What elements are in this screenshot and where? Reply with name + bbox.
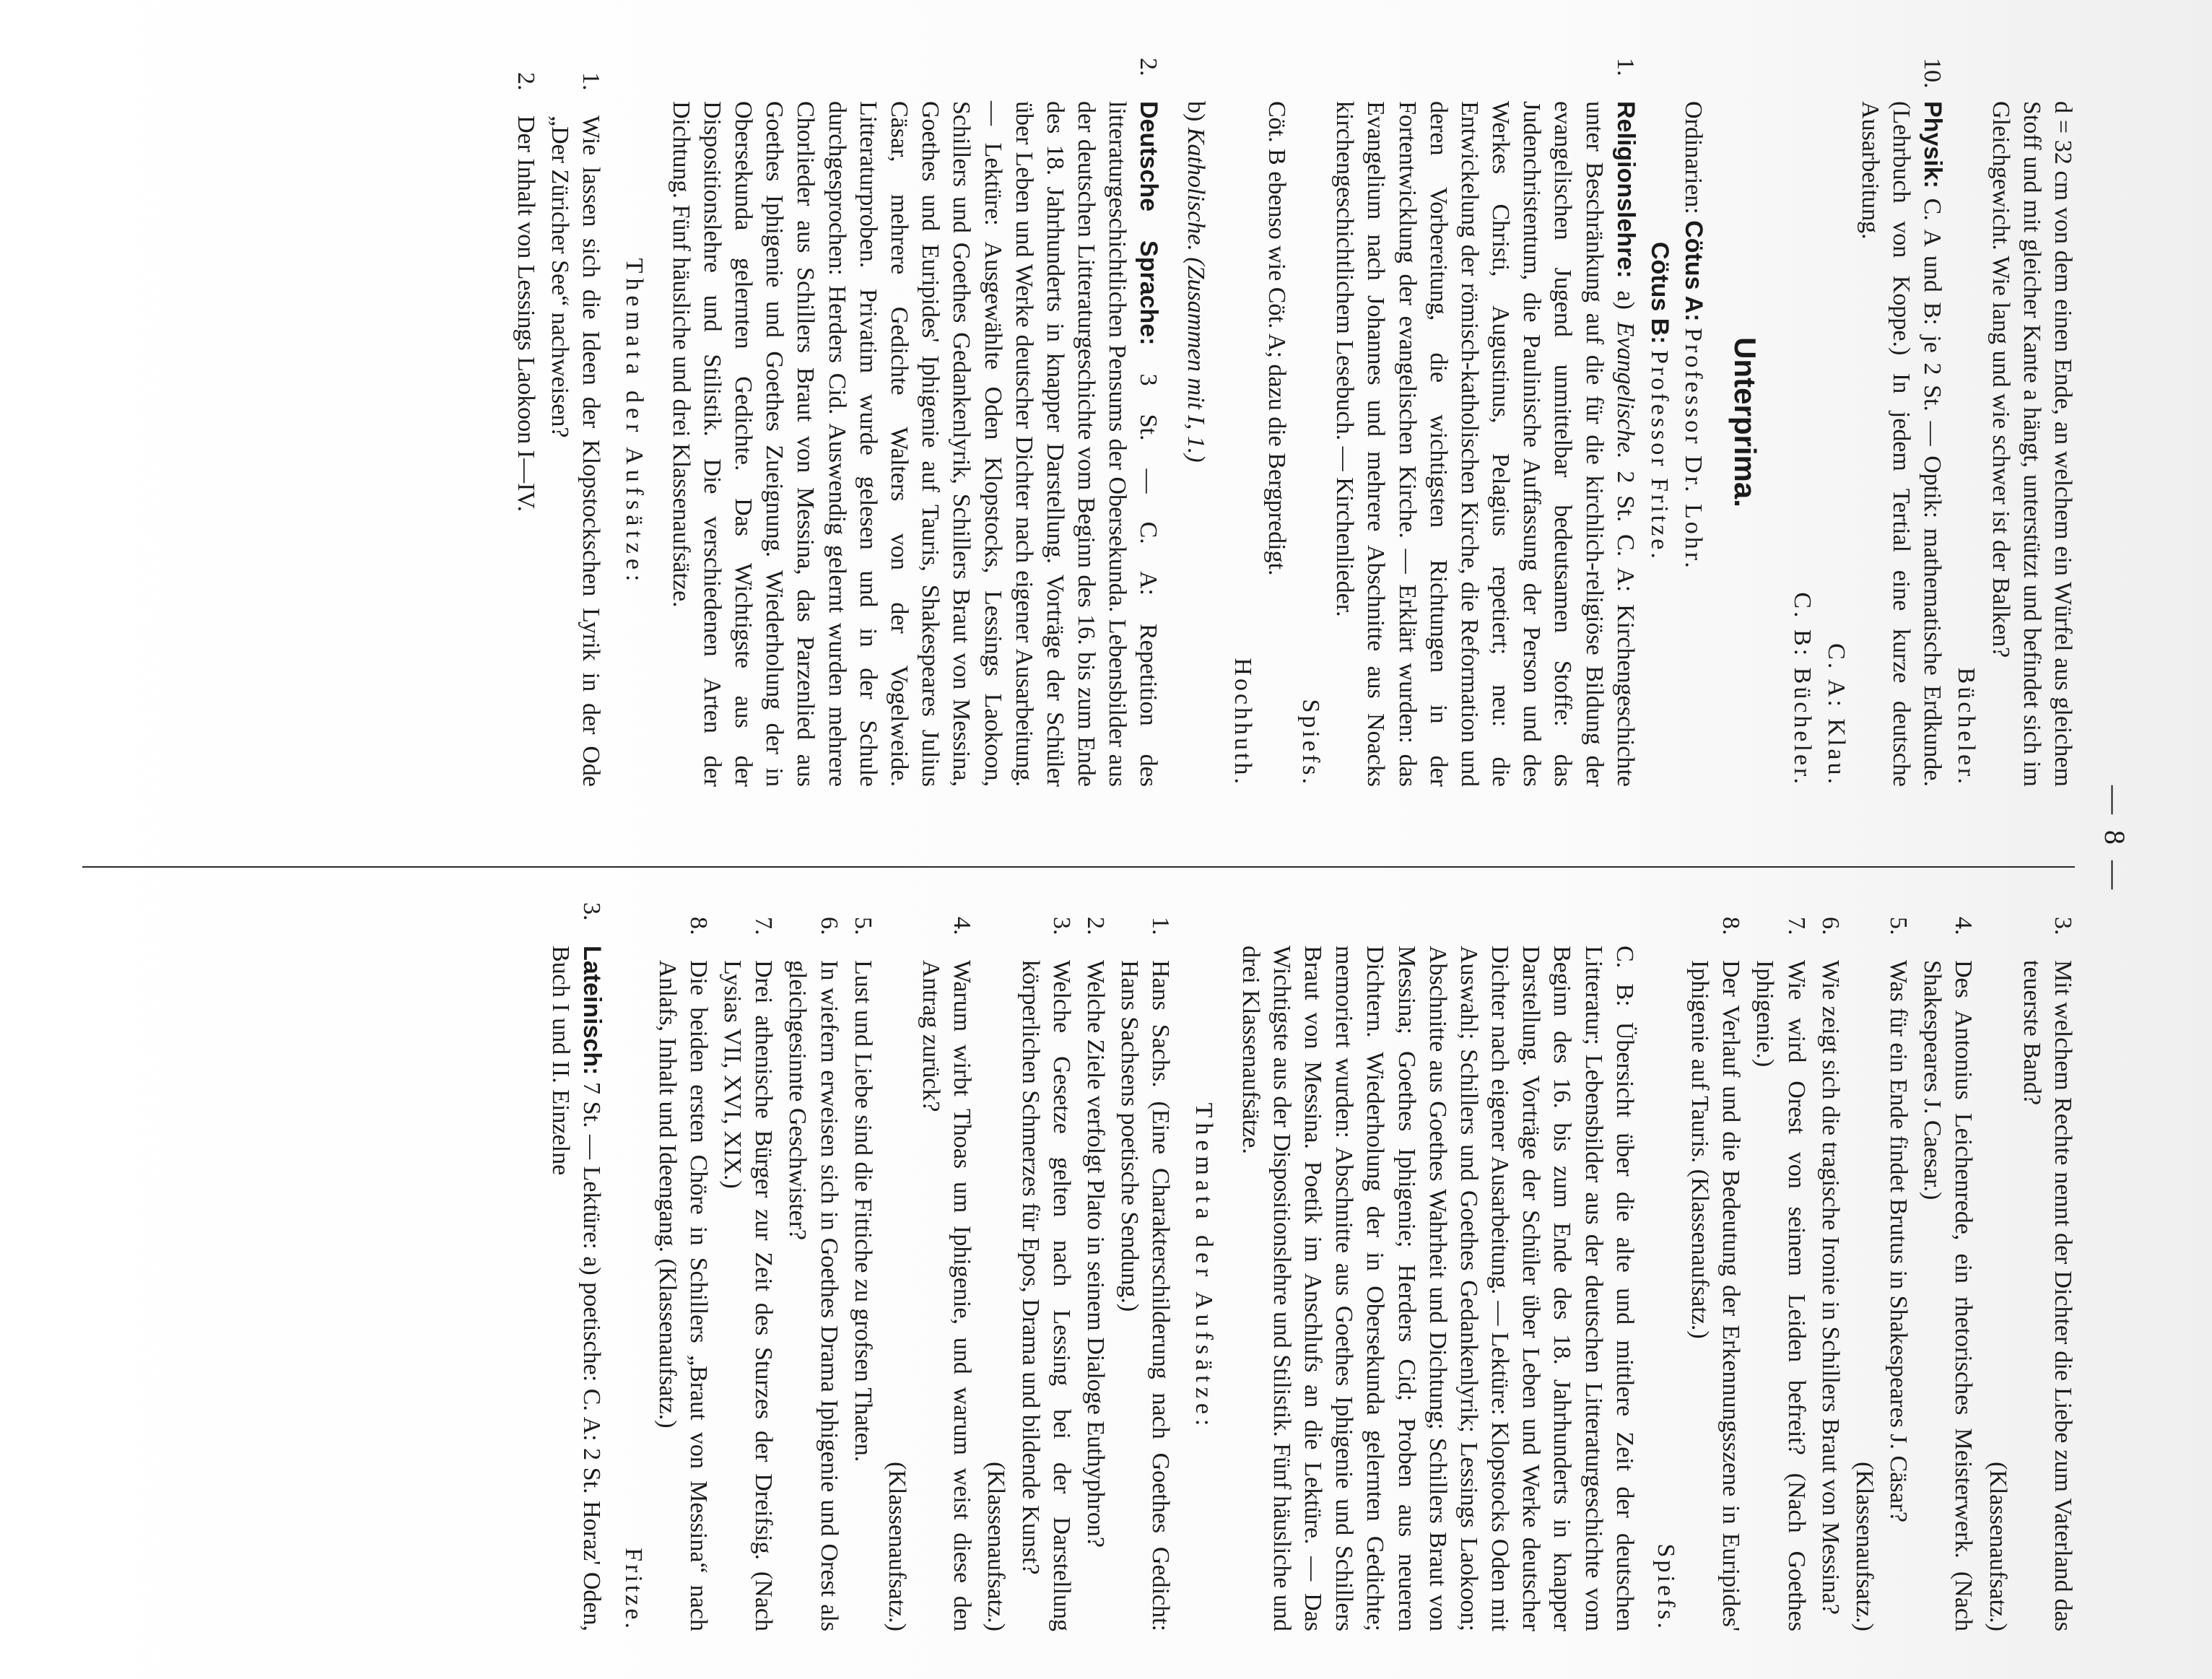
item-text: C. A und B: je 2 St. — Optik: mathematische Erdkunde. (Lehrbuch von Koppe.) In jedem Tertial eine kurze deutsche Ausarbeitung. bbox=[1856, 101, 1946, 787]
theme-item bbox=[1080, 910, 1111, 1631]
item-text: 2 St. C. A: Kirchengeschichte unter Beschränkung auf die für die kirchlich-religiöse Bildung der evangelischen Jugend unmittelbar bedeutsamen Stoffe: das Judenchristentum, die Paulinische Auffassung der Person und des Werkes Christi, Augustinus, Pelagius repetiert; neu: die Entwickelung der römisch-katholischen Kirche, die Reformation und deren Vorbereitung, die wichtigsten Richtungen in der Fortentwicklung der evangelischen Kirche. — Erklärt wurden: das Evangelium nach Johannes und mehrere Abschnitte aus Noacks kirchengeschichtlichem Lesebuch. — Kirchenlieder. bbox=[1331, 101, 1639, 788]
item-number: 10. bbox=[1919, 58, 1946, 89]
item-text: (Zusammen mit I, 1.) bbox=[1182, 257, 1209, 463]
item-text: 3 St. — C. A: Repetition des litteraturgeschichtlichen Pensums der Obersekunda. Lebensbilder aus der deutschen Litteraturgeschichte vom Beginn des 16. bis zum Ende des 18. Jahrhunderts in knapper Darstellung. Vorträge der Schüler über Leben und Werke deutscher Dichter nach eigener Ausarbeitung. — Lektüre: Ausgewählte Oden Klopstocks, Lessings Laokoon, Schillers und Goethes Gedankenlyrik, Schillers Braut von Messina, Goethes und Euripides' Iphigenie auf Tauris, Shakespeares Julius Cäsar, mehrere Gedichte Walters von der Vogelweide. Litteraturproben. Privatim wurde gelesen und in der Schule durchgesprochen: Herders Cid. Auswendig gelernt wurden mehrere Chorlieder aus Schillers Braut von Messina, das Parzenlied aus Goethes Iphigenie und Goethes Zueignung. Wiederholung der in Obersekunda gelernten Gedichte. Das Wichtigste aus der Dispositionslehre und Stilistik. Die verschiedenen Arten der Dichtung. Fünf häusliche und drei Klassenaufsätze. bbox=[667, 101, 1162, 787]
theme-number: 8. bbox=[684, 917, 712, 936]
item-deutsch bbox=[666, 58, 1164, 787]
item-number: 3. bbox=[578, 902, 606, 921]
theme-text: Was für ein Ende findet Brutus in Shakespeares J. Cäsar? bbox=[1885, 960, 1912, 1523]
theme-number: 1. bbox=[578, 72, 605, 91]
theme-text: Wie wird Orest von seinem Leiden befreit? (Nach Goethes Iphigenie.) bbox=[1751, 960, 1810, 1631]
page-number: — 8 — bbox=[2099, 785, 2131, 894]
theme-text: Der Inhalt von Lessings Laokoon I—IV. bbox=[513, 115, 540, 512]
subject-heading: Physik: bbox=[1919, 101, 1947, 188]
theme-number: 5. bbox=[1885, 917, 1912, 936]
themata-heading: Themata der Aufsätze: bbox=[1190, 1102, 1217, 1431]
theme-text: Wie lassen sich die Ideen der Klopstockschen Lyrik in der Ode „Der Züricher See“ nachweisen? bbox=[547, 115, 605, 787]
cotus-b-teacher: Professor Fritze. bbox=[1645, 350, 1673, 562]
theme-item bbox=[1114, 910, 1176, 1631]
signature: Spiefs. bbox=[1297, 699, 1325, 787]
theme-number: 4. bbox=[949, 917, 976, 936]
theme-item bbox=[1684, 910, 1746, 1631]
theme-number: 4. bbox=[1950, 917, 1977, 936]
subitem-label: Katholische. bbox=[1182, 127, 1209, 251]
theme-text: Lust und Liebe sind die Fittiche zu grofsen Thaten. bbox=[849, 960, 876, 1462]
theme-text: Des Antonius Leichenrede, ein rhetorisches Meisterwerk. (Nach Shakespeares J. Caesar.) bbox=[1919, 960, 1977, 1631]
cotus-b-label: Cötus B: bbox=[1645, 242, 1673, 344]
signature: C. A: Klau. bbox=[1822, 643, 1850, 787]
item-9-continuation: d = 32 cm von dem einen Ende, an welchem ein Würfel aus gleichem Stoff und mit gleicher Kante a hängt, unterstützt und befindet sich im Gleichgewicht. Wie lang und wie schwer ist der Balken? bbox=[1987, 101, 2076, 787]
theme-number: 6. bbox=[815, 917, 842, 936]
theme-item bbox=[652, 910, 714, 1631]
ordinarien-b bbox=[1644, 58, 1675, 787]
signature: Fritze. bbox=[619, 1548, 647, 1631]
item-religion bbox=[1329, 58, 1641, 787]
theme-item bbox=[1815, 910, 1846, 1631]
left-column bbox=[508, 58, 2078, 787]
theme-text: Welche Ziele verfolgt Plato in seinem Dialoge Euthyphron? bbox=[1082, 960, 1110, 1548]
item-latein bbox=[545, 902, 607, 1631]
theme-number: 2. bbox=[1082, 917, 1110, 936]
theme-text: In wiefern erweisen sich in Goethes Drama Iphigenie und Orest als gleichgesinnte Geschwister? bbox=[784, 960, 842, 1631]
theme-number: 8. bbox=[1717, 917, 1745, 936]
item-number: 1. bbox=[1611, 58, 1639, 77]
signature: Spiefs. bbox=[1652, 1543, 1679, 1631]
subject-heading: Lateinisch: bbox=[578, 946, 606, 1076]
theme-number: 2. bbox=[513, 72, 540, 91]
cotus-a-teacher: Professor Dr. Lohr. bbox=[1680, 328, 1707, 571]
item-text: 7 St. — Lektüre: a) poetische: C. A: 2 St. Horaz' Oden, Buch I und II. Einzelne bbox=[547, 946, 606, 1631]
subitem-marker: b) bbox=[1182, 101, 1209, 122]
theme-number: 5. bbox=[849, 917, 876, 936]
theme-item bbox=[1015, 910, 1077, 1631]
theme-item bbox=[915, 910, 977, 1631]
theme-number: 3. bbox=[2050, 917, 2076, 936]
theme-text: Warum wirbt Thoas um Iphigenie, und warum weist diese den Antrag zurück? bbox=[918, 960, 976, 1631]
item-physik bbox=[1855, 58, 1948, 787]
theme-note: (Klassenaufsatz.) bbox=[883, 1461, 910, 1631]
theme-text: Der Verlauf und die Bedeutung der Erkennungsszene in Euripides' Iphigenie auf Tauris. (Klassenaufsatz.) bbox=[1686, 960, 1745, 1631]
theme-item bbox=[544, 65, 606, 787]
theme-number: 6. bbox=[1816, 917, 1844, 936]
theme-number: 7. bbox=[1782, 917, 1810, 936]
theme-item bbox=[848, 910, 879, 1631]
cotus-b-curriculum: C. B: Übersicht über die alte und mittlere Zeit der deutschen Litteratur; Lebensbilder aus der deutschen Litteraturgeschichte vom Beginn des 16. bis zum Ende des 18. Jahrhunderts in knapper Darstellung. Vorträge der Schüler über Leben und Werke deutscher Dichter nach eigener Ausarbeitung. — Lektüre: Klopstocks Oden mit Auswahl; Schillers und Goethes Gedankenlyrik; Lessings Laokoon; Abschnitte aus Goethes Wahrheit und Dichtung; Schillers Braut von Messina; Goethes Iphigenie; Herders Cid; Proben aus neueren Dichtern. Wiederholung der in Obersekunda gelernten Gedichte; memoriert wurden: Abschnitte aus Goethes Iphigenie und Schillers Braut von Messina. Poetik im Anschlufs an die Lektüre. — Das Wichtigste aus der Dispositionslehre und Stilistik. Fünf häusliche und drei Klassenaufsätze. bbox=[1237, 946, 1638, 1631]
theme-item bbox=[510, 65, 541, 787]
theme-text: Drei athenische Bürger zur Zeit des Sturzes der Dreifsig. (Nach Lysias VII, XVI, XIX.) bbox=[719, 960, 778, 1631]
theme-item bbox=[1749, 910, 1811, 1631]
item-religion-katholisch bbox=[1180, 58, 1211, 787]
themata-heading: Themata der Aufsätze: bbox=[620, 258, 648, 587]
ordinarien-a bbox=[1678, 58, 1709, 787]
ordinarien-label: Ordinarien: bbox=[1680, 101, 1707, 214]
signature: Bücheler. bbox=[1953, 667, 1980, 787]
theme-number: 1. bbox=[1147, 917, 1175, 936]
theme-item bbox=[717, 910, 779, 1631]
right-column bbox=[542, 902, 2078, 1631]
theme-item bbox=[1917, 910, 1979, 1631]
theme-number: 3. bbox=[1048, 917, 1075, 936]
theme-item bbox=[1883, 910, 1914, 1631]
theme-text: Die beiden ersten Chöre in Schillers „Braut von Messina“ nach Anlafs, Inhalt und Ideengang. (Klassenaufsatz.) bbox=[653, 960, 712, 1631]
signature: Hochhuth. bbox=[1229, 658, 1256, 787]
theme-text: Welche Gesetze gelten nach Lessing bei der Darstellung körperlichen Schmerzes für Epos, Drama und bildende Kunst? bbox=[1016, 960, 1075, 1631]
theme-note: (Klassenaufsatz.) bbox=[983, 1461, 1010, 1631]
subitem-label: Evangelische. bbox=[1611, 321, 1639, 459]
subject-heading: Religionslehre: bbox=[1611, 101, 1640, 279]
theme-item bbox=[2016, 910, 2078, 1631]
theme-item bbox=[782, 910, 844, 1631]
cotus-b-note: Cöt. B ebenso wie Cöt. A; dazu die Bergpredigt. bbox=[1263, 101, 1290, 576]
subitem-marker: a) bbox=[1611, 290, 1639, 310]
theme-text: Wie zeigt sich die tragische Ironie in Schillers Braut von Messina? bbox=[1816, 960, 1844, 1615]
item-number: 2. bbox=[1135, 58, 1162, 77]
theme-text: Hans Sachs. (Eine Charakterschilderung nach Goethes Gedicht: Hans Sachsens poetische Sendung.) bbox=[1116, 960, 1175, 1631]
section-heading: Unterprima. bbox=[1728, 337, 1763, 507]
theme-text: Mit welchem Rechte nennt der Dichter die Liebe zum Vaterland das teuerste Band? bbox=[2018, 960, 2076, 1631]
theme-number: 7. bbox=[750, 917, 778, 936]
theme-note: (Klassenaufsatz.) bbox=[1984, 1461, 2011, 1631]
theme-note: (Klassenaufsatz.) bbox=[1850, 1461, 1878, 1631]
signature: C. B: Bücheler. bbox=[1788, 592, 1816, 787]
subject-heading: Deutsche Sprache: bbox=[1135, 101, 1163, 346]
column-divider bbox=[82, 866, 2075, 868]
cotus-a-label: Cötus A: bbox=[1680, 220, 1708, 322]
